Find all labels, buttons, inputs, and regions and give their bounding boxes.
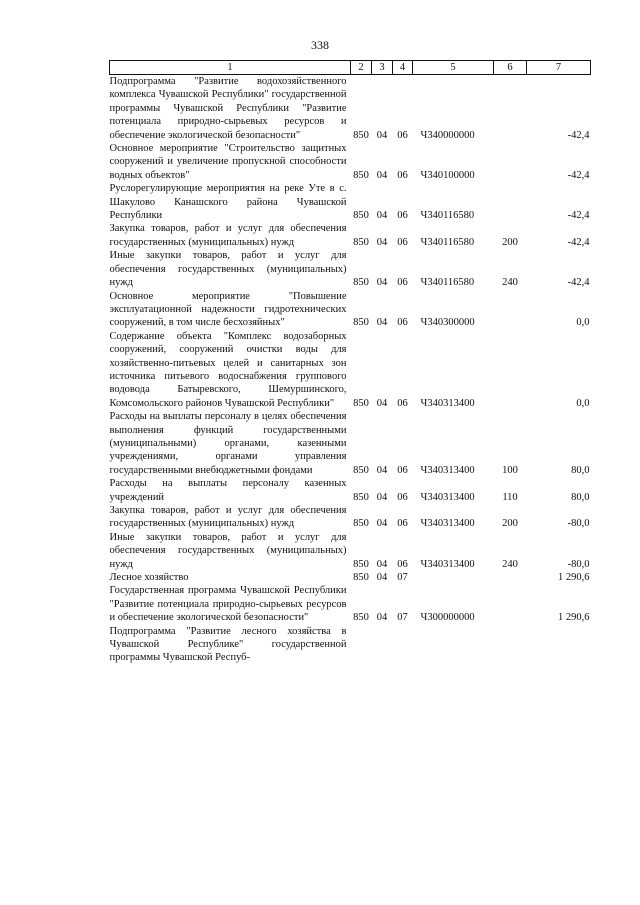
col-header-name: 1	[110, 61, 351, 75]
col-header-expense-type: 6	[494, 61, 527, 75]
row-subsection: 06	[397, 169, 408, 181]
row-amount: -42,4	[567, 277, 590, 289]
row-grbs: 850	[353, 491, 369, 503]
row-amount: -42,4	[567, 129, 590, 141]
row-subsection: 06	[397, 491, 408, 503]
row-grbs: 850	[353, 518, 369, 530]
row-target-article: Ч340300000	[420, 317, 475, 329]
row-grbs	[351, 625, 372, 665]
row-subsection	[393, 625, 413, 665]
row-grbs: 850	[353, 129, 369, 141]
col-header-amount: 7	[527, 61, 591, 75]
col-header-subsection: 4	[393, 61, 413, 75]
row-expense-type	[494, 584, 527, 624]
row-grbs: 850	[353, 169, 369, 181]
row-expense-type	[494, 142, 527, 182]
row-amount	[527, 625, 591, 665]
row-expense-type	[494, 75, 527, 143]
row-name: Государственная программа Чувашской Республики "Развитие потенциала природно-сырьевых ресурсов и обеспечение экологической безопасности"	[109, 585, 347, 624]
row-name: Расходы на выплаты персоналу казенных учреждений	[109, 478, 347, 503]
row-target-article	[413, 625, 494, 665]
row-target-article: Ч340313400	[420, 518, 475, 530]
table-row	[110, 410, 591, 477]
row-section: 04	[376, 169, 388, 181]
row-target-article: Ч340313400	[420, 558, 475, 570]
row-target-article: Ч340100000	[420, 169, 475, 181]
row-amount: 1 290,6	[558, 572, 590, 584]
table-body	[110, 75, 591, 665]
row-grbs: 850	[353, 397, 369, 409]
table-row	[110, 531, 591, 571]
row-section: 04	[376, 129, 388, 141]
row-expense-type: 200	[502, 236, 518, 248]
row-name: Основное мероприятие "Повышение эксплуатационной надежности гидротехнических сооружений, в том числе бесхозяйных"	[109, 290, 347, 329]
row-subsection: 07	[397, 612, 408, 624]
row-target-article: Ч340313400	[420, 491, 475, 503]
table-row	[110, 290, 591, 330]
row-section: 04	[376, 397, 388, 409]
row-name: Закупка товаров, работ и услуг для обеспечения государственных (муниципальных) нужд	[109, 223, 347, 248]
row-expense-type: 100	[502, 464, 518, 476]
row-section: 04	[376, 558, 388, 570]
row-expense-type	[494, 330, 527, 410]
table-row	[110, 571, 591, 584]
row-name: Закупка товаров, работ и услуг для обеспечения государственных (муниципальных) нужд	[109, 505, 347, 530]
table-row	[110, 477, 591, 504]
row-grbs: 850	[353, 210, 369, 222]
row-expense-type: 240	[502, 558, 518, 570]
row-amount: -42,4	[567, 210, 590, 222]
row-target-article: Ч300000000	[420, 612, 475, 624]
table-row	[110, 249, 591, 289]
row-grbs: 850	[353, 572, 369, 584]
row-subsection: 07	[397, 572, 408, 584]
row-section: 04	[376, 277, 388, 289]
row-amount: 0,0	[576, 317, 590, 329]
table-row	[110, 330, 591, 410]
table-row	[110, 625, 591, 665]
row-grbs: 850	[353, 558, 369, 570]
row-amount: 0,0	[576, 397, 590, 409]
row-section: 04	[376, 572, 388, 584]
row-name: Содержание объекта "Комплекс водозаборных сооружений, сооружений очистки воды для хозяйственно-питьевых целей и санитарных зон источника питьевого водоснабжения группового водовода Батыревского, Шемуршинского, Комсомольского районов Чувашской Республики"	[109, 330, 347, 409]
row-target-article: Ч340313400	[420, 397, 475, 409]
row-amount: -80,0	[567, 558, 590, 570]
row-section: 04	[376, 236, 388, 248]
row-section: 04	[376, 491, 388, 503]
col-header-grbs: 2	[351, 61, 372, 75]
table-row	[110, 584, 591, 624]
row-subsection: 06	[397, 518, 408, 530]
row-amount: -42,4	[567, 236, 590, 248]
row-section: 04	[376, 612, 388, 624]
row-subsection: 06	[397, 210, 408, 222]
row-section	[372, 625, 393, 665]
row-section: 04	[376, 317, 388, 329]
header-row	[110, 61, 591, 75]
row-expense-type	[494, 290, 527, 330]
table-row	[110, 142, 591, 182]
row-expense-type	[494, 571, 527, 584]
row-expense-type: 240	[502, 277, 518, 289]
row-amount: 80,0	[571, 491, 590, 503]
row-subsection: 06	[397, 236, 408, 248]
row-section: 04	[376, 464, 388, 476]
row-subsection: 06	[397, 397, 408, 409]
row-name: Руслорегулирующие мероприятия на реке Уте в с. Шакулово Канашского района Чувашской Республики	[109, 183, 347, 222]
row-subsection: 06	[397, 558, 408, 570]
row-target-article: Ч340116580	[420, 236, 475, 248]
row-name: Лесное хозяйство	[109, 572, 189, 584]
table-header	[110, 61, 591, 75]
col-header-target-article: 5	[413, 61, 494, 75]
row-expense-type: 110	[502, 491, 518, 503]
row-grbs: 850	[353, 317, 369, 329]
page-number: 338	[311, 38, 329, 52]
row-target-article: Ч340116580	[420, 210, 475, 222]
budget-table	[109, 60, 591, 665]
row-name: Расходы на выплаты персоналу в целях обеспечения выполнения функций государственными (муниципальными) органами, казенными учреждениями, органами управления государственными внебюджетными фондами	[109, 411, 347, 476]
row-subsection: 06	[397, 464, 408, 476]
row-amount: -42,4	[567, 169, 590, 181]
row-amount: 80,0	[571, 464, 590, 476]
table-row	[110, 182, 591, 222]
row-target-article: Ч340000000	[420, 129, 475, 141]
row-name: Иные закупки товаров, работ и услуг для обеспечения государственных (муниципальных) нужд	[109, 531, 347, 570]
row-expense-type: 200	[502, 518, 518, 530]
row-section: 04	[376, 518, 388, 530]
row-target-article	[413, 571, 494, 584]
row-subsection: 06	[397, 277, 408, 289]
row-name: Иные закупки товаров, работ и услуг для обеспечения государственных (муниципальных) нужд	[109, 250, 347, 289]
row-name: Подпрограмма "Развитие водохозяйственного комплекса Чувашской Республики" государственной программы Чувашской Республики "Развитие потенциала природно-сырьевых ресурсов и обеспечение экологической безопасности"	[109, 76, 347, 141]
row-amount: -80,0	[567, 518, 590, 530]
row-name: Подпрограмма "Развитие лесного хозяйства в Чувашской Республике" государственной программы Чувашской Респуб-	[109, 625, 347, 664]
row-subsection: 06	[397, 317, 408, 329]
row-expense-type	[494, 625, 527, 665]
row-grbs: 850	[353, 464, 369, 476]
table-row	[110, 222, 591, 249]
row-subsection: 06	[397, 129, 408, 141]
row-name: Основное мероприятие "Строительство защитных сооружений и увеличение пропускной способности водных объектов"	[109, 143, 347, 181]
table-row	[110, 75, 591, 143]
row-grbs: 850	[353, 236, 369, 248]
row-target-article: Ч340116580	[420, 277, 475, 289]
row-expense-type	[494, 182, 527, 222]
row-amount: 1 290,6	[558, 612, 590, 624]
row-grbs: 850	[353, 277, 369, 289]
col-header-section: 3	[372, 61, 393, 75]
row-section: 04	[376, 210, 388, 222]
table-row	[110, 504, 591, 531]
row-target-article: Ч340313400	[420, 464, 475, 476]
row-grbs: 850	[353, 612, 369, 624]
